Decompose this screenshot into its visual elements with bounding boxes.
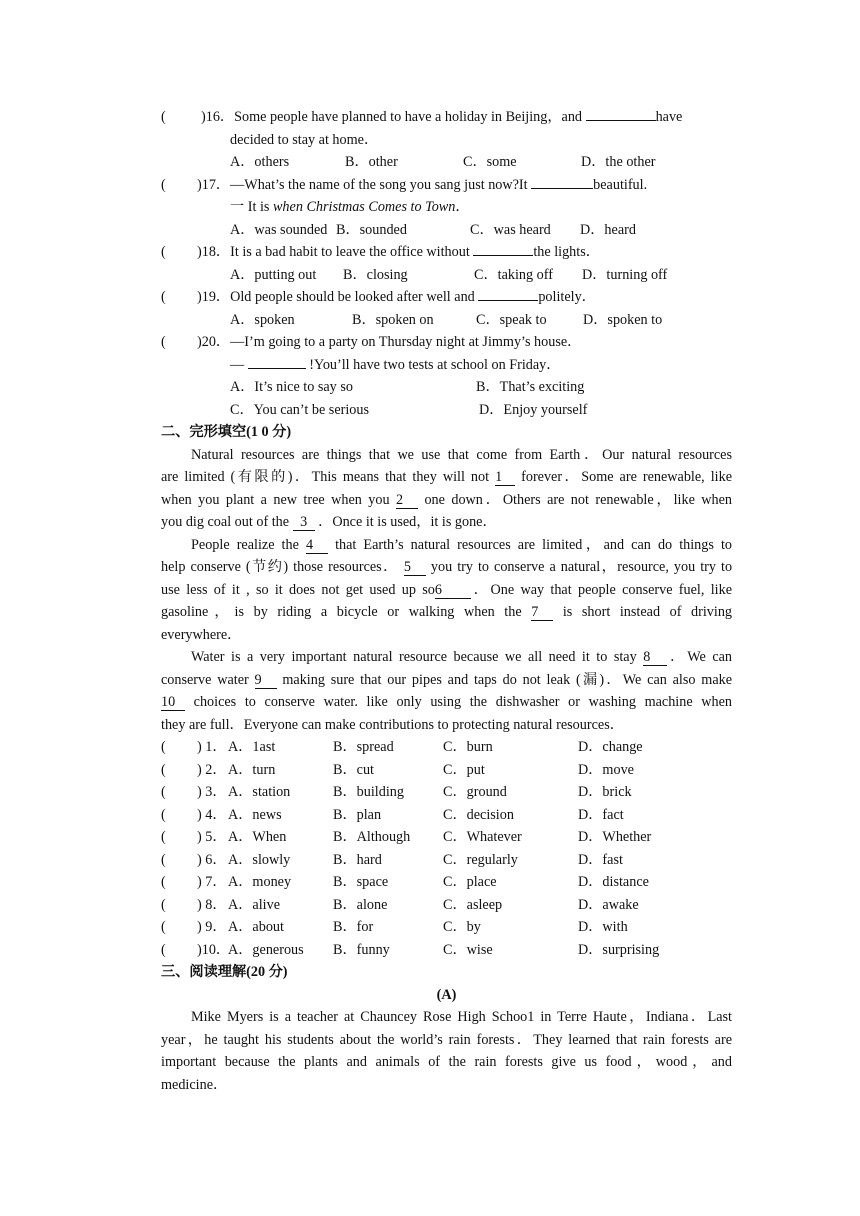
question-19-options xyxy=(161,309,732,332)
question-20 xyxy=(161,331,732,354)
cloze-blank-5: 5 xyxy=(404,560,426,576)
answer-paren[interactable]: ( xyxy=(161,806,166,823)
passage-text: year，he taught his students about the world’s rain forests．They learned that rain forests are xyxy=(161,1031,732,1048)
question-stem: —I’m going to a party on Thursday night at Jimmy’s house． xyxy=(230,334,582,350)
option-a: A．slowly xyxy=(228,851,291,868)
item-number: ) 7． xyxy=(197,874,227,890)
option-a: A．1ast xyxy=(228,739,276,755)
option-c: C．You can’t be serious xyxy=(230,401,369,418)
option-c: C．Whatever xyxy=(443,829,522,845)
passage-text: forever．Some are renewable, like xyxy=(521,469,733,485)
passage-text: help conserve (节约) those resources． xyxy=(161,559,399,575)
section-2-title: 二、完形填空(1 0 分) xyxy=(161,424,292,440)
answer-paren[interactable]: ( xyxy=(161,334,166,350)
passage-text: one down．Others are not renewable，like when xyxy=(424,491,733,508)
item-number: ) 1． xyxy=(197,739,227,755)
cloze-options xyxy=(161,736,732,961)
option-b: B．alone xyxy=(333,896,388,913)
passage-line xyxy=(161,489,732,512)
question-19 xyxy=(161,286,732,309)
item-number: )10． xyxy=(197,941,231,958)
option-d: D．distance xyxy=(578,874,649,890)
answer-paren[interactable]: ( xyxy=(161,896,166,913)
item-number: ) 2． xyxy=(197,761,227,778)
passage-line xyxy=(161,1074,732,1097)
passage-line xyxy=(161,691,732,714)
answer-blank xyxy=(586,120,656,121)
passage-line xyxy=(161,511,732,534)
option-c: C．put xyxy=(443,761,485,778)
question-number: )19． xyxy=(197,289,231,305)
answer-blank xyxy=(531,188,593,189)
item-number: ) 3． xyxy=(197,784,227,800)
passage-line xyxy=(161,1029,732,1052)
option-b: B．closing xyxy=(343,266,408,283)
option-b: B．plan xyxy=(333,806,382,823)
passage-text: making sure that our pipes and taps do not leak (漏)．We can also make xyxy=(282,671,733,688)
passage-line xyxy=(161,466,732,489)
passage-text: you dig coal out of the xyxy=(161,514,290,530)
cloze-item xyxy=(161,894,732,917)
cloze-blank-6: 6 xyxy=(435,583,471,599)
option-b: B．Although xyxy=(333,829,411,845)
option-b: B．spoken on xyxy=(352,311,434,328)
passage-text: gasoline，is by riding a bicycle or walking when the xyxy=(161,604,522,620)
answer-paren[interactable]: ( xyxy=(161,874,166,890)
item-number: ) 6． xyxy=(197,851,227,868)
option-b: B．other xyxy=(345,154,398,170)
answer-blank xyxy=(478,300,538,301)
passage-text: is short instead of driving xyxy=(562,604,733,620)
option-c: C．decision xyxy=(443,806,514,823)
option-b: B．space xyxy=(333,874,389,890)
passage-text: important because the plants and animals of the rain forests give us food，wood，and xyxy=(161,1054,732,1070)
cloze-passage xyxy=(161,444,732,737)
reply-text: 一 It is xyxy=(230,199,273,215)
passage-a-title: (A) xyxy=(436,986,457,1003)
question-stem-cont: politely． xyxy=(538,289,596,305)
option-b: B．sounded xyxy=(336,221,407,238)
passage-text: conserve water xyxy=(161,671,249,688)
option-c: C．by xyxy=(443,919,481,935)
cloze-blank-8: 8 xyxy=(643,650,667,666)
cloze-blank-2: 2 xyxy=(396,493,418,509)
option-b: B．hard xyxy=(333,851,382,868)
question-number: )20． xyxy=(197,334,231,350)
answer-blank xyxy=(248,368,306,369)
cloze-item xyxy=(161,916,732,939)
option-d: D．surprising xyxy=(578,941,660,958)
question-stem-cont: beautiful. xyxy=(593,176,648,193)
option-a: A．station xyxy=(228,784,291,800)
reply-dash: — xyxy=(230,356,245,373)
option-a: A．When xyxy=(228,829,287,845)
question-stem-cont: the lights． xyxy=(533,244,600,260)
passage-text: Water is a very important natural resource because we all need it to stay xyxy=(191,649,637,665)
question-stem: Some people have planned to have a holiday in Beijing，and xyxy=(234,109,583,125)
passage-line xyxy=(161,646,732,669)
cloze-item xyxy=(161,804,732,827)
passage-text: you try to conserve a natural，resource, you try to xyxy=(430,559,733,575)
question-16-cont xyxy=(161,129,732,152)
option-b: B．That’s exciting xyxy=(476,379,585,395)
passage-line xyxy=(161,1051,732,1074)
passage-line xyxy=(161,444,732,467)
item-number: ) 8． xyxy=(197,896,227,913)
option-a: A．spoken xyxy=(230,311,295,328)
cloze-blank-1: 1 xyxy=(495,470,515,486)
answer-paren[interactable]: ( xyxy=(161,739,166,755)
answer-blank xyxy=(473,255,533,256)
question-20-options-ab xyxy=(161,376,732,399)
question-stem-line2: decided to stay at home． xyxy=(230,131,379,148)
question-20-options-cd xyxy=(161,399,732,422)
exam-page xyxy=(161,106,732,1096)
section-3-title: 三、阅读理解(20 分) xyxy=(161,964,288,980)
passage-text: choices to conserve water. like only using the dishwasher or washing machine when xyxy=(193,694,733,710)
option-a: A．was sounded xyxy=(230,221,328,238)
option-c: C．regularly xyxy=(443,851,518,868)
answer-paren[interactable]: ( xyxy=(161,919,166,935)
option-b: B．for xyxy=(333,919,374,935)
question-stem-cont: have xyxy=(655,109,683,125)
option-a: A．generous xyxy=(228,941,304,958)
item-number: ) 9． xyxy=(197,919,227,935)
passage-line xyxy=(161,579,732,602)
option-a: A．money xyxy=(228,874,292,890)
option-c: C．taking off xyxy=(474,266,553,283)
question-17-line2 xyxy=(161,196,732,219)
option-a: A．others xyxy=(230,154,290,170)
passage-text: ．We can xyxy=(667,649,733,665)
question-stem: —What’s the name of the song you sang just now?It xyxy=(230,176,528,193)
option-d: D．awake xyxy=(578,896,639,913)
option-b: B．building xyxy=(333,784,404,800)
passage-text: that Earth’s natural resources are limited，and can do things to xyxy=(335,536,733,553)
question-number: )18． xyxy=(197,244,231,260)
passage-text: medicine． xyxy=(161,1076,228,1093)
answer-paren[interactable]: ( xyxy=(161,289,166,305)
question-16 xyxy=(161,106,732,129)
passage-line xyxy=(161,556,732,579)
item-number: ) 4． xyxy=(197,806,227,823)
passage-line xyxy=(161,624,732,647)
answer-paren[interactable]: ( xyxy=(161,244,166,260)
song-title: when Christmas Comes to Town xyxy=(272,199,456,215)
option-c: C．burn xyxy=(443,739,493,755)
cloze-blank-7: 7 xyxy=(531,605,553,621)
option-a: A．alive xyxy=(228,896,281,913)
answer-paren[interactable]: ( xyxy=(161,109,166,125)
cloze-item xyxy=(161,781,732,804)
answer-paren[interactable]: ( xyxy=(161,761,166,778)
cloze-item xyxy=(161,871,732,894)
reply-text: !You’ll have two tests at school on Friday． xyxy=(309,356,561,373)
option-a: A．about xyxy=(228,919,284,935)
option-d: D．heard xyxy=(580,221,636,238)
passage-text: Natural resources are things that we use that come from Earth．Our natural resources xyxy=(191,446,732,463)
option-c: C．ground xyxy=(443,784,507,800)
passage-text: are limited (有限的)．This means that they will not xyxy=(161,469,490,485)
passage-text: use less of it , so it does not get used up so xyxy=(161,581,435,598)
passage-text: when you plant a new tree when you xyxy=(161,491,390,508)
passage-text: People realize the xyxy=(191,536,299,553)
option-a: A．putting out xyxy=(230,266,317,283)
option-b: B．funny xyxy=(333,941,390,958)
option-d: D．fast xyxy=(578,851,623,868)
passage-text: Mike Myers is a teacher at Chauncey Rose High Schoo1 in Terre Haute，Indiana．Last xyxy=(191,1009,732,1025)
cloze-blank-10: 10 xyxy=(161,695,185,711)
passage-line xyxy=(161,669,732,692)
question-20-line2 xyxy=(161,354,732,377)
option-d: D．with xyxy=(578,919,628,935)
passage-line xyxy=(161,714,732,737)
option-c: C．some xyxy=(463,154,517,170)
answer-paren[interactable]: ( xyxy=(161,176,166,193)
option-b: B．spread xyxy=(333,739,394,755)
cloze-blank-9: 9 xyxy=(255,673,277,689)
question-stem: It is a bad habit to leave the office without xyxy=(230,244,470,260)
option-a: A．It’s nice to say so xyxy=(230,379,353,395)
option-d: D．move xyxy=(578,761,634,778)
passage-line xyxy=(161,534,732,557)
option-c: C．asleep xyxy=(443,896,503,913)
question-18 xyxy=(161,241,732,264)
option-d: D．turning off xyxy=(582,266,668,283)
passage-text: ．Once it is used，it is gone． xyxy=(318,514,497,530)
answer-paren[interactable]: ( xyxy=(161,941,166,958)
option-d: D．the other xyxy=(581,154,656,170)
cloze-blank-3: 3 xyxy=(293,515,315,531)
option-d: D．Whether xyxy=(578,829,652,845)
question-17-options xyxy=(161,219,732,242)
question-16-options xyxy=(161,151,732,174)
question-number: )16． xyxy=(201,109,235,125)
answer-paren[interactable]: ( xyxy=(161,829,166,845)
option-d: D．brick xyxy=(578,784,632,800)
option-d: D．Enjoy yourself xyxy=(479,401,588,418)
option-c: C．place xyxy=(443,874,497,890)
cloze-item xyxy=(161,759,732,782)
passage-text: ．One way that people conserve fuel, like xyxy=(470,581,732,598)
question-stem: Old people should be looked after well and xyxy=(230,289,475,305)
cloze-blank-4: 4 xyxy=(306,538,328,554)
item-number: ) 5． xyxy=(197,829,227,845)
question-17 xyxy=(161,174,732,197)
answer-paren[interactable]: ( xyxy=(161,851,166,868)
reply-end: ． xyxy=(455,199,470,215)
option-d: D．spoken to xyxy=(583,311,663,328)
option-b: B．cut xyxy=(333,761,374,778)
option-d: D．fact xyxy=(578,806,624,823)
option-d: D．change xyxy=(578,739,643,755)
option-c: C．speak to xyxy=(476,311,547,328)
question-number: )17． xyxy=(197,176,231,193)
cloze-item xyxy=(161,939,732,962)
passage-line xyxy=(161,601,732,624)
passage-text: everywhere． xyxy=(161,626,242,643)
option-a: A．news xyxy=(228,806,282,823)
answer-paren[interactable]: ( xyxy=(161,784,166,800)
cloze-item xyxy=(161,736,732,759)
passage-text: they are full．Everyone can make contributions to protecting natural resources． xyxy=(161,716,624,733)
option-a: A．turn xyxy=(228,761,276,778)
option-c: C．wise xyxy=(443,941,493,958)
passage-line xyxy=(161,1006,732,1029)
cloze-item xyxy=(161,849,732,872)
option-c: C．was heard xyxy=(470,221,551,238)
question-18-options xyxy=(161,264,732,287)
cloze-item xyxy=(161,826,732,849)
